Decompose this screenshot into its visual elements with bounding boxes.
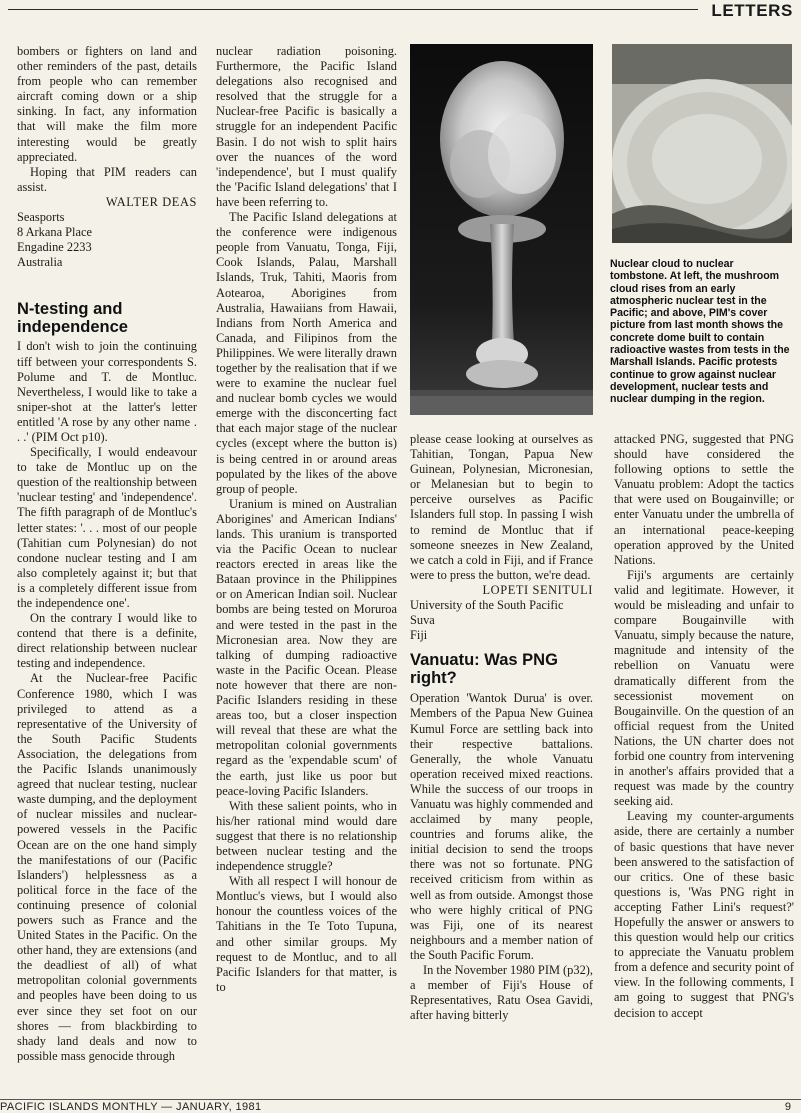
letter2-address xyxy=(410,598,593,643)
letter1-signature: WALTER DEAS xyxy=(105,194,197,209)
letter2-paragraph: Uranium is mined on Australian Aborigines' and American Indians' lands. This uranium is transported via the Pacific Ocean to nuclear reactors erected in areas like the Bataan province in the Philippines or on American Indian soil. Nuclear bombs are being tested on Moruroa and were tested in the past in the Micronesian area. Now they are talking of dumping radioactive waste in the Pacific Ocean. Please note however that there are non-Pacific Islanders residing in these areas too, but a closer inspection will reveal that these are what the metropolitan colonial governments regard as the 'expendable scum' of the earth, just like us poor but peace-loving Pacific Islanders. xyxy=(216,496,397,798)
letter1-paragraph: bombers or fighters on land and other reminders of the past, details from people who can remember aircraft coming down or a ship sinking. In fact, any information that will make the film more interesting would be greatly appreciated. xyxy=(17,44,197,164)
column-1 xyxy=(17,44,197,1064)
page-number: 9 xyxy=(784,1101,791,1113)
letter2-paragraph: please cease looking at ourselves as Tahitian, Tongan, Papua New Guinean, Polynesian, Micronesian, or Melanesian but to begin to perceive ourselves as Pacific Islanders full stop. In passing I wish to remind de Montluc that if someone sneezes in New Zealand, we catch a cold in Fiji, and if France were to press the button, we're dead. xyxy=(410,432,593,582)
letter2-paragraph: With these salient points, who in his/her rational mind would dare suggest that there is no relationship between nuclear testing and the independence struggle? xyxy=(216,798,397,874)
letter3-paragraph: Fiji's arguments are certainly valid and legitimate. However, it would be misleading and unfair to compare Bougainville with Vanuatu, simply because the nature, magnitude and intensity of the rebellion on Vanuatu were dramatically different from the secessionist movement on Bougainville. On the question of an official request from the United Nations, the UN charter does not forbid one country from intervening in another's affairs provided that a request was made by the country seeking aid. xyxy=(614,567,794,809)
section-label: LETTERS xyxy=(711,1,793,20)
column-3 xyxy=(410,432,593,1023)
letter3-paragraph: Leaving my counter-arguments aside, there are certainly a number of basic questions that have never been answered to the satisfaction of our critics. One of these basic questions is, 'Was PNG right in accepting Father Lini's request?' Hopefully the answer or answers to this question would help our critics to appreciate the Vanuatu problem from a defence and security point of view. In the following comments, I am going to suggest that PNG's decision to accept xyxy=(614,809,794,1020)
address-line: Australia xyxy=(17,255,63,270)
concrete-dome-image xyxy=(612,44,792,243)
letter2-signature: LOPETI SENITULI xyxy=(482,582,593,597)
letter2-headline: N-testing and independence xyxy=(17,300,128,337)
address-line: Suva xyxy=(410,613,435,628)
address-line: 8 Arkana Place xyxy=(17,225,93,240)
letter1-address xyxy=(17,210,197,270)
concrete-dome-photo xyxy=(612,44,792,243)
column-2 xyxy=(216,44,397,995)
letter1-paragraph: Hoping that PIM readers can assist. xyxy=(17,164,197,194)
header-rule xyxy=(8,9,698,10)
letter3-headline: Vanuatu: Was PNG right? xyxy=(410,651,558,688)
address-line: Seasports xyxy=(17,210,65,225)
letter3-paragraph: Operation 'Wantok Durua' is over. Members of the Papua New Guinea Kumul Force are settling back into their respective battalions. Generally, the whole Vanuatu operation received mixed reactions. While the success of our troops in Vanuatu was highly commended and acclaimed by many people, countries and forums alike, the initial decision to send the troops there was not so fortunate. PNG received criticism from within as well as from outside. Amongst those who were highly critical of PNG was Fiji, one of its nearest neighbours and a member nation of the South Pacific Forum. xyxy=(410,691,593,962)
address-line: University of the South Pacific xyxy=(410,598,564,613)
photo-caption: Nuclear cloud to nuclear tombstone. At left, the mushroom cloud rises from an early atmospheric nuclear test in the Pacific; and above, PIM's cover picture from last month shows the concrete dome built to contain radioactive wastes from tests in the Marshall Islands. Pacific protests continue to grow against nuclear development, nuclear tests and nuclear dumping in the region. xyxy=(610,258,790,406)
letter2-paragraph: nuclear radiation poisoning. Furthermore, the Pacific Island delegations also recognised and resolved that the struggle for a Nuclear-free Pacific is basically a struggle for an independent Pacific Basin. I do not wish to split hairs over the nuances of the word 'independence', but I must qualify the 'Pacific Island delegations' that I have been referring to. xyxy=(216,44,397,209)
letter2-paragraph: On the contrary I would like to contend that there is a definite, direct relationship between nuclear testing and independence. xyxy=(17,611,197,671)
mushroom-cloud-photo xyxy=(410,44,593,415)
page-footer: PACIFIC ISLANDS MONTHLY — JANUARY, 1981 xyxy=(0,1101,262,1113)
mushroom-cloud-image xyxy=(410,44,593,415)
letter3-paragraph: In the November 1980 PIM (p32), a member of Fiji's House of Representatives, Ratu Osea Gavidi, after having bitterly xyxy=(410,963,593,1023)
letter2-paragraph: I don't wish to join the continuing tiff between your correspondents S. Polume and T. de Montluc. Nevertheless, I would like to take a sniper-shot at the latter's letter entitled 'A rose by any other name . . .' (PIM Oct p10). xyxy=(17,339,197,444)
column-4 xyxy=(614,432,794,1021)
footer-rule xyxy=(0,1099,801,1100)
letter2-paragraph: At the Nuclear-free Pacific Conference 1980, which I was privileged to attend as a representative of the University of the South Pacific Students Association, the delegations from the Pacific Islands unanimously agreed that nuclear testing, nuclear waste dumping, and the deployment of nuclear missiles and nuclear-powered vessels in the Pacific Ocean are on the one hand simply the manifestations of our (Pacific Islanders') helplessness as a political force in the face of the continuing presence of colonial powers such as France and the United States in the Pacific. On the other hand, they are extensions (and the deadliest of all) of what metropolitan colonial governments and peoples have been doing to us ever since they set foot on our shores — from blackbirding to shady land deals and now to possible mass genocide through xyxy=(17,671,197,1063)
letter2-paragraph: Specifically, I would endeavour to take de Montluc up on the question of the realtionship between 'nuclear testing' and 'independence'. The fifth paragraph of de Montluc's letter states: '. . . most of our people (Tahitian cum Polynesian) do not condone nuclear testing and I am also completely against it; but that is a completely different issue from the independence one'. xyxy=(17,445,197,610)
letter2-paragraph: The Pacific Island delegations at the conference were indigenous people from Vanuatu, Tonga, Fiji, Cook Islands, Palau, Marshall Islands, Truk, Tahiti, Maoris from Aotearoa, Aborigines from Australia, Hawaiians from Hawaii, Indians from North America and Canada, and Filipinos from the Philippines. We were literally drawn together by the realisation that if we were to examine the nuclear fuel and nuclear bomb cycles we would emerge with the disconcerting fact that each major stage of the nuclear cycles (except where the button is) is being centred in or around areas populated by the likes of the above group of people. xyxy=(216,210,397,496)
address-line: Engadine 2233 xyxy=(17,240,92,255)
letter2-paragraph: With all respect I will honour de Montluc's views, but I would also honour the countless voices of the Tahitians in the Te Toto Tupuna, and other similar groups. My request to de Montluc, and to all Pacific Islanders for that matter, is to xyxy=(216,874,397,994)
address-line: Fiji xyxy=(410,628,428,643)
letter3-paragraph: attacked PNG, suggested that PNG should have considered the following options to settle the Vanuatu problem: Adopt the tactics that were used on Bougainville; or enter Vanuatu under the umbrella of an international peace-keeping operation approved by the United Nations. xyxy=(614,432,794,567)
